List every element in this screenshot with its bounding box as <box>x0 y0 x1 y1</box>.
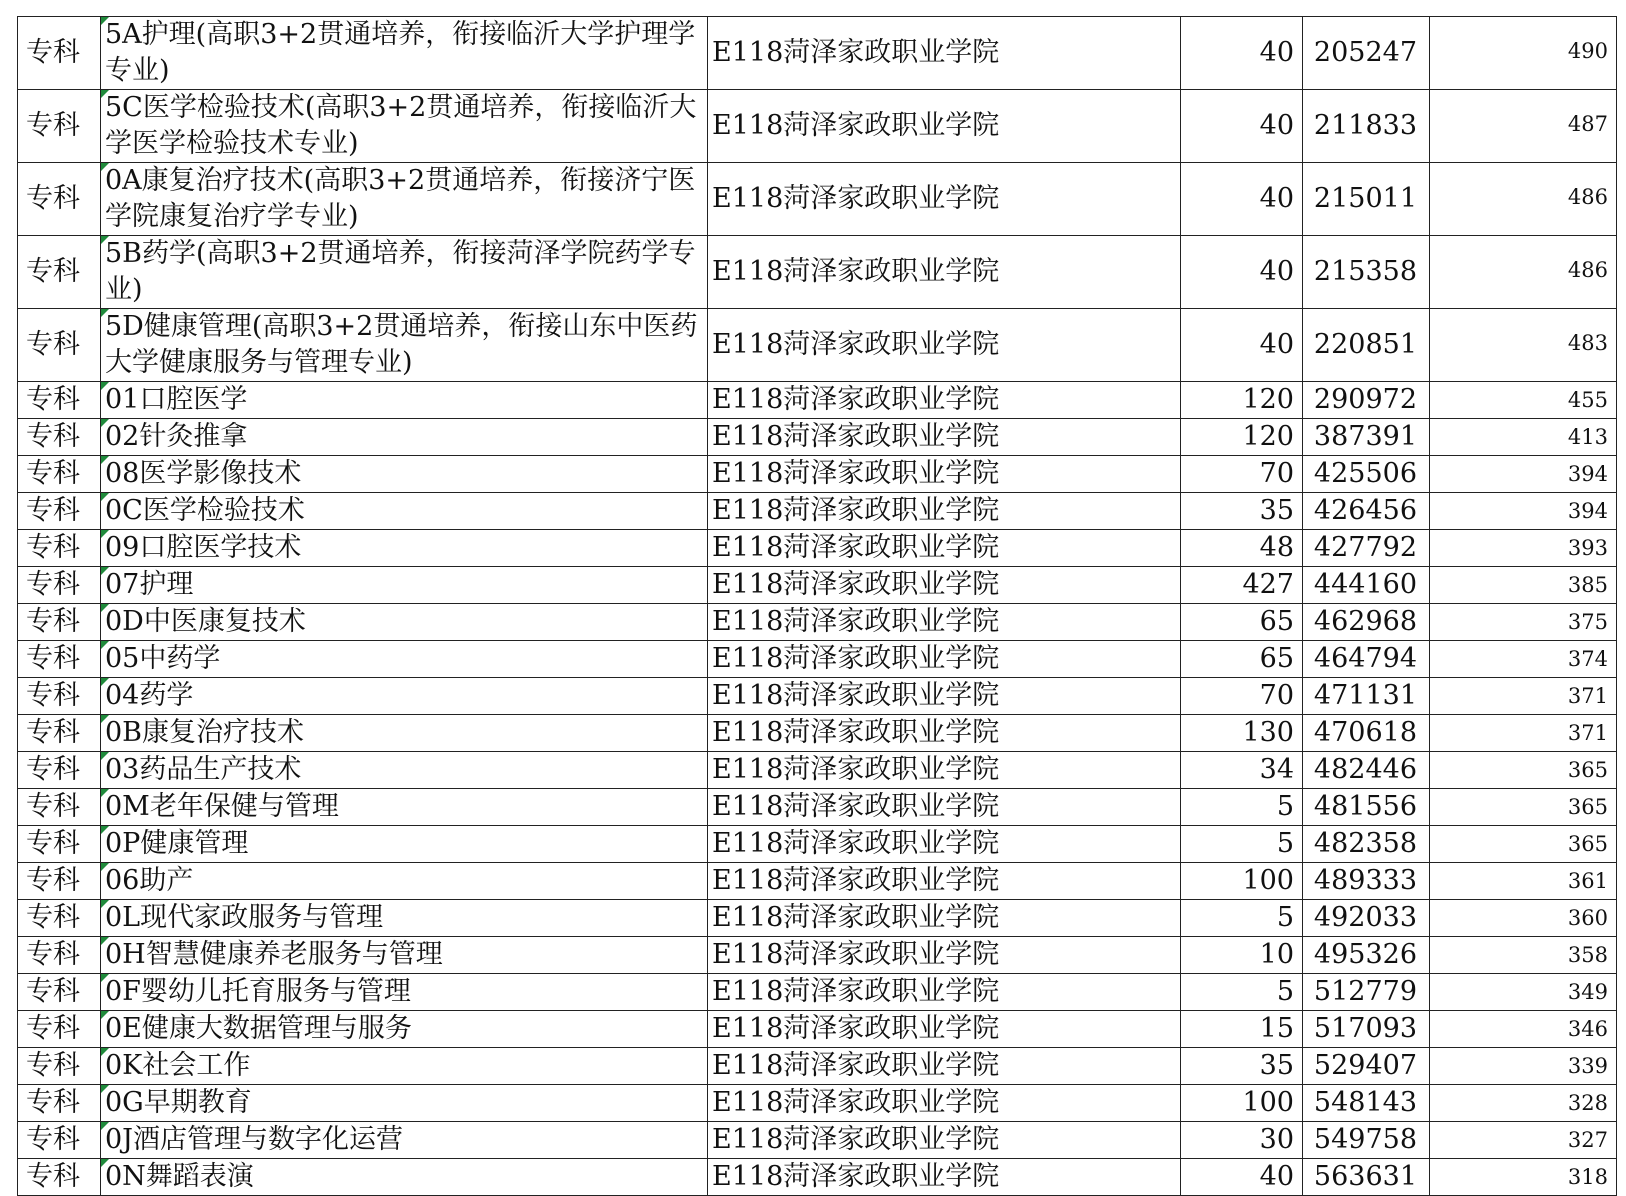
school-cell[interactable]: E118菏泽家政职业学院 <box>708 1048 1181 1085</box>
plan-count-cell[interactable]: 5 <box>1181 826 1303 863</box>
rank-cell[interactable]: 470618 <box>1303 715 1430 752</box>
plan-count-cell[interactable]: 65 <box>1181 604 1303 641</box>
score-cell[interactable]: 365 <box>1430 752 1617 789</box>
plan-count-cell[interactable]: 120 <box>1181 419 1303 456</box>
score-cell[interactable]: 385 <box>1430 567 1617 604</box>
score-cell[interactable]: 339 <box>1430 1048 1617 1085</box>
school-cell[interactable]: E118菏泽家政职业学院 <box>708 530 1181 567</box>
major-cell[interactable]: 0G早期教育 <box>101 1085 708 1122</box>
level-cell[interactable]: 专科 <box>18 1085 101 1122</box>
major-cell[interactable]: 5C医学检验技术(高职3+2贯通培养，衔接临沂大学医学检验技术专业) <box>101 90 708 163</box>
table-row <box>18 789 1617 826</box>
school-cell[interactable]: E118菏泽家政职业学院 <box>708 715 1181 752</box>
school-cell[interactable]: E118菏泽家政职业学院 <box>708 382 1181 419</box>
score-cell[interactable]: 349 <box>1430 974 1617 1011</box>
rank-cell[interactable]: 215358 <box>1303 236 1430 309</box>
plan-count-cell[interactable]: 5 <box>1181 974 1303 1011</box>
rank-cell[interactable]: 425506 <box>1303 456 1430 493</box>
rank-cell[interactable]: 211833 <box>1303 90 1430 163</box>
school-cell[interactable]: E118菏泽家政职业学院 <box>708 90 1181 163</box>
plan-count-cell[interactable]: 5 <box>1181 789 1303 826</box>
major-cell[interactable]: 0B康复治疗技术 <box>101 715 708 752</box>
score-cell[interactable]: 365 <box>1430 826 1617 863</box>
major-cell[interactable]: 0K社会工作 <box>101 1048 708 1085</box>
plan-count-cell[interactable]: 130 <box>1181 715 1303 752</box>
plan-count-cell[interactable]: 34 <box>1181 752 1303 789</box>
level-cell[interactable]: 专科 <box>18 163 101 236</box>
score-cell[interactable]: 375 <box>1430 604 1617 641</box>
rank-cell[interactable]: 512779 <box>1303 974 1430 1011</box>
major-cell[interactable]: 07护理 <box>101 567 708 604</box>
score-cell[interactable]: 483 <box>1430 309 1617 382</box>
table-row <box>18 863 1617 900</box>
major-cell[interactable]: 0P健康管理 <box>101 826 708 863</box>
school-cell[interactable]: E118菏泽家政职业学院 <box>708 1011 1181 1048</box>
score-cell[interactable]: 365 <box>1430 789 1617 826</box>
level-cell[interactable]: 专科 <box>18 309 101 382</box>
school-cell[interactable]: E118菏泽家政职业学院 <box>708 309 1181 382</box>
plan-count-cell[interactable]: 5 <box>1181 900 1303 937</box>
rank-cell[interactable]: 495326 <box>1303 937 1430 974</box>
school-cell[interactable]: E118菏泽家政职业学院 <box>708 493 1181 530</box>
school-cell[interactable]: E118菏泽家政职业学院 <box>708 1085 1181 1122</box>
level-cell[interactable]: 专科 <box>18 974 101 1011</box>
major-cell[interactable]: 02针灸推拿 <box>101 419 708 456</box>
plan-count-cell[interactable]: 40 <box>1181 17 1303 90</box>
table-row <box>18 382 1617 419</box>
score-cell[interactable]: 394 <box>1430 456 1617 493</box>
plan-count-cell[interactable]: 40 <box>1181 1159 1303 1196</box>
rank-cell[interactable]: 462968 <box>1303 604 1430 641</box>
table-row <box>18 567 1617 604</box>
level-cell[interactable]: 专科 <box>18 1122 101 1159</box>
table-row <box>18 530 1617 567</box>
level-cell[interactable]: 专科 <box>18 715 101 752</box>
score-cell[interactable]: 486 <box>1430 163 1617 236</box>
level-cell[interactable]: 专科 <box>18 900 101 937</box>
rank-cell[interactable]: 464794 <box>1303 641 1430 678</box>
major-cell[interactable]: 0E健康大数据管理与服务 <box>101 1011 708 1048</box>
rank-cell[interactable]: 481556 <box>1303 789 1430 826</box>
rank-cell[interactable]: 387391 <box>1303 419 1430 456</box>
table-row <box>18 974 1617 1011</box>
rank-cell[interactable]: 517093 <box>1303 1011 1430 1048</box>
table-row <box>18 309 1617 382</box>
plan-count-cell[interactable]: 40 <box>1181 90 1303 163</box>
school-cell[interactable]: E118菏泽家政职业学院 <box>708 1159 1181 1196</box>
table-row <box>18 678 1617 715</box>
table-row <box>18 604 1617 641</box>
table-row <box>18 1159 1617 1196</box>
score-cell[interactable]: 371 <box>1430 678 1617 715</box>
score-cell[interactable]: 486 <box>1430 236 1617 309</box>
school-cell[interactable]: E118菏泽家政职业学院 <box>708 789 1181 826</box>
major-cell[interactable]: 0D中医康复技术 <box>101 604 708 641</box>
level-cell[interactable]: 专科 <box>18 1159 101 1196</box>
rank-cell[interactable]: 563631 <box>1303 1159 1430 1196</box>
table-row <box>18 937 1617 974</box>
score-cell[interactable]: 394 <box>1430 493 1617 530</box>
table-row <box>18 236 1617 309</box>
score-cell[interactable]: 455 <box>1430 382 1617 419</box>
rank-cell[interactable]: 482446 <box>1303 752 1430 789</box>
school-cell[interactable]: E118菏泽家政职业学院 <box>708 604 1181 641</box>
score-cell[interactable]: 327 <box>1430 1122 1617 1159</box>
score-cell[interactable]: 318 <box>1430 1159 1617 1196</box>
school-cell[interactable]: E118菏泽家政职业学院 <box>708 752 1181 789</box>
table-row <box>18 163 1617 236</box>
school-cell[interactable]: E118菏泽家政职业学院 <box>708 678 1181 715</box>
major-cell[interactable]: 0L现代家政服务与管理 <box>101 900 708 937</box>
plan-count-cell[interactable]: 70 <box>1181 678 1303 715</box>
level-cell[interactable]: 专科 <box>18 641 101 678</box>
major-cell[interactable]: 06助产 <box>101 863 708 900</box>
school-cell[interactable]: E118菏泽家政职业学院 <box>708 567 1181 604</box>
major-cell[interactable]: 03药品生产技术 <box>101 752 708 789</box>
rank-cell[interactable]: 427792 <box>1303 530 1430 567</box>
table-row <box>18 752 1617 789</box>
school-cell[interactable]: E118菏泽家政职业学院 <box>708 900 1181 937</box>
level-cell[interactable]: 专科 <box>18 937 101 974</box>
level-cell[interactable]: 专科 <box>18 604 101 641</box>
school-cell[interactable]: E118菏泽家政职业学院 <box>708 937 1181 974</box>
score-cell[interactable]: 328 <box>1430 1085 1617 1122</box>
table-row <box>18 1122 1617 1159</box>
table-row <box>18 900 1617 937</box>
plan-count-cell[interactable]: 120 <box>1181 382 1303 419</box>
major-cell[interactable]: 04药学 <box>101 678 708 715</box>
major-cell[interactable]: 5B药学(高职3+2贯通培养，衔接菏泽学院药学专业) <box>101 236 708 309</box>
level-cell[interactable]: 专科 <box>18 789 101 826</box>
school-cell[interactable]: E118菏泽家政职业学院 <box>708 1122 1181 1159</box>
plan-count-cell[interactable]: 30 <box>1181 1122 1303 1159</box>
plan-count-cell[interactable]: 35 <box>1181 1048 1303 1085</box>
score-cell[interactable]: 346 <box>1430 1011 1617 1048</box>
major-cell[interactable]: 0F婴幼儿托育服务与管理 <box>101 974 708 1011</box>
score-cell[interactable]: 393 <box>1430 530 1617 567</box>
rank-cell[interactable]: 489333 <box>1303 863 1430 900</box>
table-row <box>18 419 1617 456</box>
rank-cell[interactable]: 529407 <box>1303 1048 1430 1085</box>
school-cell[interactable]: E118菏泽家政职业学院 <box>708 456 1181 493</box>
school-cell[interactable]: E118菏泽家政职业学院 <box>708 826 1181 863</box>
plan-count-cell[interactable]: 100 <box>1181 1085 1303 1122</box>
table-row <box>18 1085 1617 1122</box>
rank-cell[interactable]: 444160 <box>1303 567 1430 604</box>
table-row <box>18 715 1617 752</box>
table-row <box>18 17 1617 90</box>
level-cell[interactable]: 专科 <box>18 1048 101 1085</box>
score-cell[interactable]: 360 <box>1430 900 1617 937</box>
level-cell[interactable]: 专科 <box>18 752 101 789</box>
school-cell[interactable]: E118菏泽家政职业学院 <box>708 641 1181 678</box>
plan-count-cell[interactable]: 427 <box>1181 567 1303 604</box>
rank-cell[interactable]: 549758 <box>1303 1122 1430 1159</box>
table-row <box>18 826 1617 863</box>
rank-cell[interactable]: 471131 <box>1303 678 1430 715</box>
plan-count-cell[interactable]: 40 <box>1181 236 1303 309</box>
level-cell[interactable]: 专科 <box>18 826 101 863</box>
level-cell[interactable]: 专科 <box>18 530 101 567</box>
score-cell[interactable]: 361 <box>1430 863 1617 900</box>
score-cell[interactable]: 374 <box>1430 641 1617 678</box>
major-cell[interactable]: 08医学影像技术 <box>101 456 708 493</box>
major-cell[interactable]: 05中药学 <box>101 641 708 678</box>
major-cell[interactable]: 0M老年保健与管理 <box>101 789 708 826</box>
plan-count-cell[interactable]: 48 <box>1181 530 1303 567</box>
school-cell[interactable]: E118菏泽家政职业学院 <box>708 419 1181 456</box>
table-row <box>18 456 1617 493</box>
plan-count-cell[interactable]: 70 <box>1181 456 1303 493</box>
major-cell[interactable]: 5D健康管理(高职3+2贯通培养，衔接山东中医药大学健康服务与管理专业) <box>101 309 708 382</box>
level-cell[interactable]: 专科 <box>18 863 101 900</box>
level-cell[interactable]: 专科 <box>18 493 101 530</box>
major-cell[interactable]: 0C医学检验技术 <box>101 493 708 530</box>
plan-count-cell[interactable]: 100 <box>1181 863 1303 900</box>
level-cell[interactable]: 专科 <box>18 567 101 604</box>
level-cell[interactable]: 专科 <box>18 456 101 493</box>
major-cell[interactable]: 01口腔医学 <box>101 382 708 419</box>
table-body <box>18 17 1617 1196</box>
major-cell[interactable]: 09口腔医学技术 <box>101 530 708 567</box>
rank-cell[interactable]: 482358 <box>1303 826 1430 863</box>
school-cell[interactable]: E118菏泽家政职业学院 <box>708 863 1181 900</box>
plan-count-cell[interactable]: 10 <box>1181 937 1303 974</box>
plan-count-cell[interactable]: 15 <box>1181 1011 1303 1048</box>
major-cell[interactable]: 0N舞蹈表演 <box>101 1159 708 1196</box>
score-cell[interactable]: 413 <box>1430 419 1617 456</box>
rank-cell[interactable]: 290972 <box>1303 382 1430 419</box>
table-row <box>18 1011 1617 1048</box>
rank-cell[interactable]: 548143 <box>1303 1085 1430 1122</box>
rank-cell[interactable]: 215011 <box>1303 163 1430 236</box>
school-cell[interactable]: E118菏泽家政职业学院 <box>708 17 1181 90</box>
school-cell[interactable]: E118菏泽家政职业学院 <box>708 974 1181 1011</box>
plan-count-cell[interactable]: 65 <box>1181 641 1303 678</box>
major-cell[interactable]: 0A康复治疗技术(高职3+2贯通培养，衔接济宁医学院康复治疗学专业) <box>101 163 708 236</box>
score-cell[interactable]: 371 <box>1430 715 1617 752</box>
score-cell[interactable]: 358 <box>1430 937 1617 974</box>
school-cell[interactable]: E118菏泽家政职业学院 <box>708 163 1181 236</box>
level-cell[interactable]: 专科 <box>18 1011 101 1048</box>
major-cell[interactable]: 0J酒店管理与数字化运营 <box>101 1122 708 1159</box>
major-cell[interactable]: 5A护理(高职3+2贯通培养，衔接临沂大学护理学专业) <box>101 17 708 90</box>
rank-cell[interactable]: 426456 <box>1303 493 1430 530</box>
admission-table <box>17 16 1617 1196</box>
level-cell[interactable]: 专科 <box>18 678 101 715</box>
school-cell[interactable]: E118菏泽家政职业学院 <box>708 236 1181 309</box>
rank-cell[interactable]: 492033 <box>1303 900 1430 937</box>
rank-cell[interactable]: 205247 <box>1303 17 1430 90</box>
plan-count-cell[interactable]: 35 <box>1181 493 1303 530</box>
table-row <box>18 493 1617 530</box>
level-cell[interactable]: 专科 <box>18 236 101 309</box>
level-cell[interactable]: 专科 <box>18 382 101 419</box>
major-cell[interactable]: 0H智慧健康养老服务与管理 <box>101 937 708 974</box>
plan-count-cell[interactable]: 40 <box>1181 309 1303 382</box>
rank-cell[interactable]: 220851 <box>1303 309 1430 382</box>
level-cell[interactable]: 专科 <box>18 90 101 163</box>
table-row <box>18 90 1617 163</box>
table-row <box>18 1048 1617 1085</box>
level-cell[interactable]: 专科 <box>18 17 101 90</box>
plan-count-cell[interactable]: 40 <box>1181 163 1303 236</box>
level-cell[interactable]: 专科 <box>18 419 101 456</box>
score-cell[interactable]: 487 <box>1430 90 1617 163</box>
score-cell[interactable]: 490 <box>1430 17 1617 90</box>
table-row <box>18 641 1617 678</box>
